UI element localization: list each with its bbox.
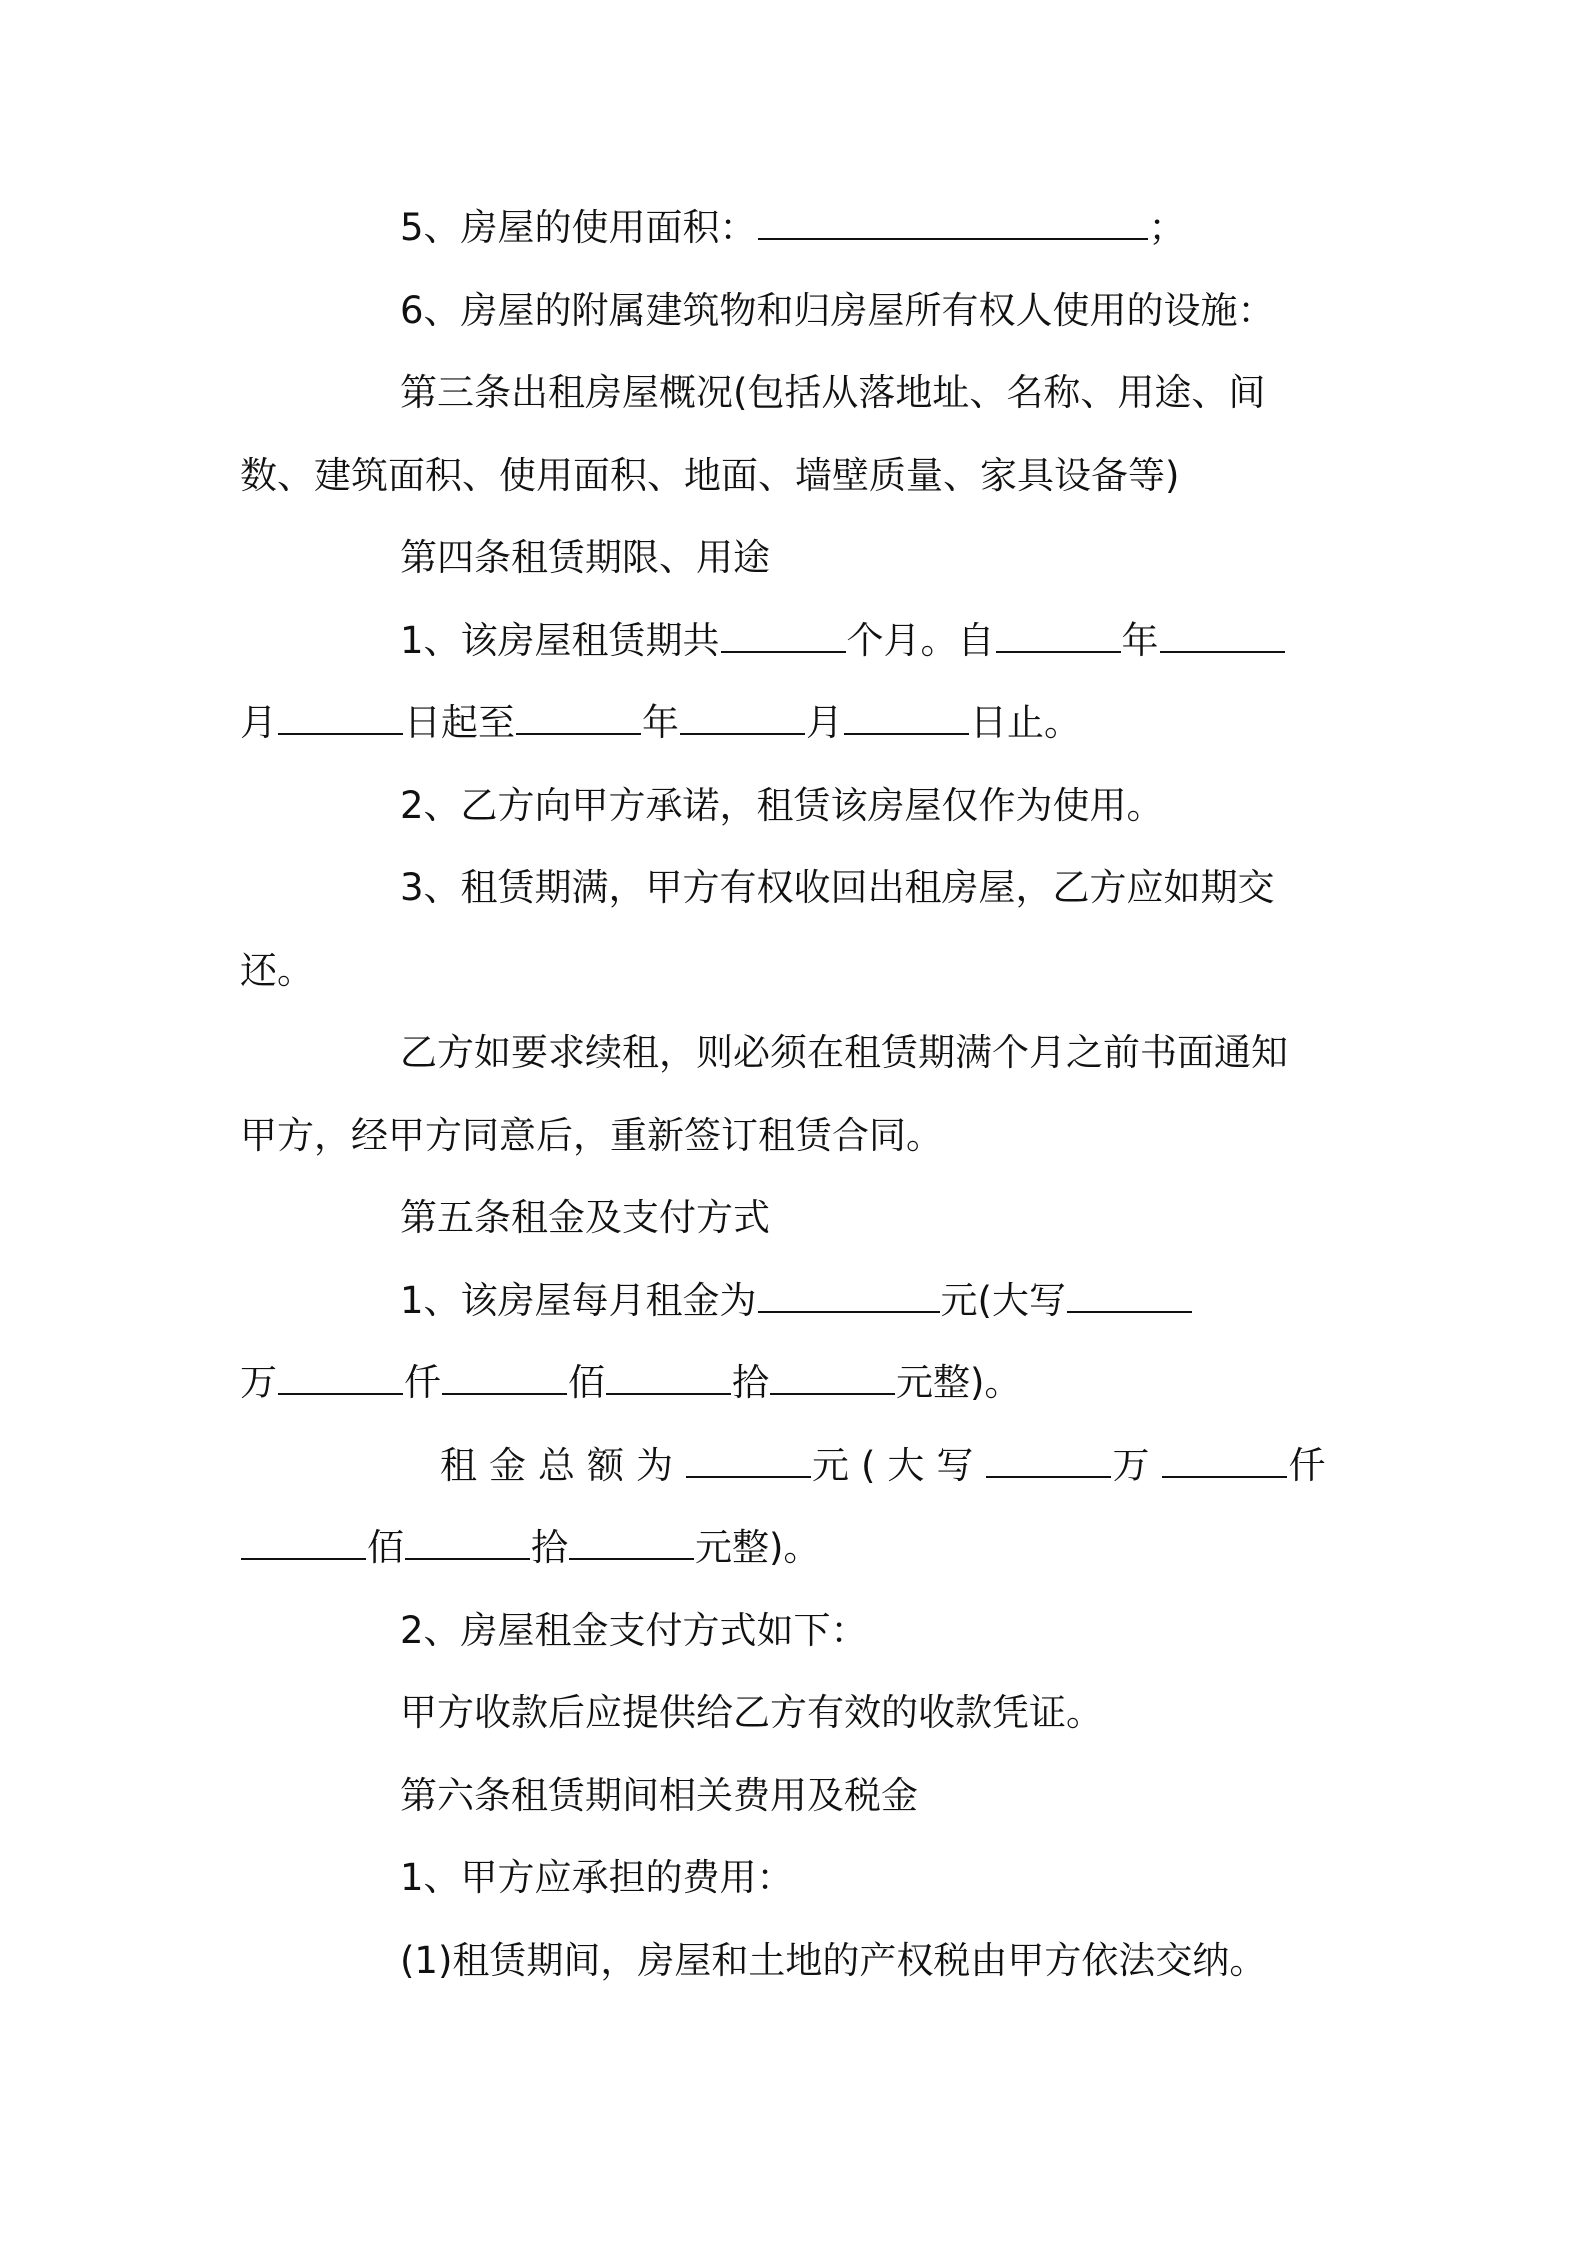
text: 第六条租赁期间相关费用及税金 — [400, 1773, 918, 1817]
blank-underline — [844, 701, 969, 735]
blank-underline — [721, 619, 846, 653]
text: 拾 — [531, 1526, 568, 1569]
text: 1、该房屋每月租金为 — [400, 1278, 757, 1322]
landlord-costs-clause — [240, 1837, 1352, 1920]
blank-underline — [986, 1444, 1111, 1478]
text: 日起至 — [404, 701, 515, 744]
blank-underline — [770, 1361, 895, 1395]
article-3-continued — [240, 435, 1352, 518]
article-3-heading — [240, 352, 1352, 435]
article-6-heading — [240, 1755, 1352, 1838]
total-rent-clause-continued — [240, 1507, 1352, 1590]
text: 1、该房屋租赁期共 — [400, 618, 720, 662]
property-tax-clause — [240, 1920, 1352, 2003]
renewal-clause-continued — [240, 1095, 1352, 1178]
blank-underline — [606, 1361, 731, 1395]
payment-method-clause — [240, 1590, 1352, 1673]
blank-underline — [278, 701, 403, 735]
text: (1)租赁期间，房屋和土地的产权税由甲方依法交纳。 — [400, 1938, 1267, 1982]
text: 第四条租赁期限、用途 — [400, 536, 770, 579]
receipt-clause — [240, 1672, 1352, 1755]
clause-facilities — [240, 270, 1352, 353]
text: 5、房屋的使用面积： — [400, 206, 757, 249]
total-rent-clause — [240, 1425, 1352, 1508]
text: 第五条租金及支付方式 — [400, 1196, 770, 1239]
clause-usable-area — [240, 187, 1352, 270]
expiry-clause — [240, 847, 1352, 930]
lease-term-clause-continued — [240, 682, 1352, 765]
text: 年 — [642, 701, 679, 744]
text: 万 — [240, 1361, 277, 1404]
text: 数、建筑面积、使用面积、地面、墙壁质量、家具设备等) — [240, 453, 1180, 497]
contract-body — [240, 187, 1352, 2002]
text: 6、房屋的附属建筑物和归房屋所有权人使用的设施： — [400, 288, 1275, 332]
blank-underline — [516, 701, 641, 735]
text: 2、房屋租金支付方式如下： — [400, 1608, 868, 1652]
blank-underline — [1067, 1279, 1192, 1313]
blank-underline — [241, 1526, 366, 1560]
blank-underline — [758, 206, 1148, 240]
text: 元(大写 — [812, 1443, 986, 1487]
text: 个月。自 — [846, 618, 995, 662]
blank-underline — [569, 1526, 694, 1560]
text: 月 — [806, 701, 843, 744]
monthly-rent-clause — [240, 1260, 1352, 1343]
text: 还。 — [240, 948, 314, 992]
monthly-rent-clause-continued — [240, 1342, 1352, 1425]
text: 1、甲方应承担的费用： — [400, 1856, 794, 1899]
text: 佰 — [568, 1361, 605, 1404]
text: 拾 — [732, 1361, 769, 1404]
text: 年 — [1121, 618, 1159, 662]
expiry-clause-continued — [240, 930, 1352, 1013]
text: 元整)。 — [695, 1526, 821, 1569]
blank-underline — [758, 1279, 940, 1313]
text: 佰 — [367, 1526, 404, 1569]
text: 日止。 — [970, 701, 1081, 744]
blank-underline — [405, 1526, 530, 1560]
use-commitment-clause — [240, 765, 1352, 848]
text: 租金总额为 — [440, 1443, 685, 1487]
text: 月 — [240, 701, 277, 744]
blank-underline — [1160, 619, 1285, 653]
text: 元整)。 — [896, 1361, 1022, 1404]
article-5-heading — [240, 1177, 1352, 1260]
text: 2、乙方向甲方承诺，租赁该房屋仅作为使用。 — [400, 783, 1164, 827]
blank-underline — [680, 701, 805, 735]
text: 万 — [1112, 1443, 1162, 1487]
article-4-heading — [240, 517, 1352, 600]
blank-underline — [996, 619, 1121, 653]
text: 元(大写 — [940, 1278, 1066, 1322]
text: 甲方收款后应提供给乙方有效的收款凭证。 — [400, 1691, 1103, 1734]
text: 仟 — [1288, 1443, 1338, 1487]
text: 乙方如要求续租，则必须在租赁期满个月之前书面通知 — [400, 1031, 1288, 1074]
text: 仟 — [404, 1361, 441, 1404]
blank-underline — [1162, 1444, 1287, 1478]
blank-underline — [686, 1444, 811, 1478]
blank-underline — [278, 1361, 403, 1395]
text: ； — [1148, 206, 1186, 249]
text: 3、租赁期满，甲方有权收回出租房屋，乙方应如期交 — [400, 866, 1275, 909]
text: 甲方，经甲方同意后，重新签订租赁合同。 — [240, 1113, 943, 1157]
renewal-clause — [240, 1012, 1352, 1095]
lease-term-clause — [240, 600, 1352, 683]
text: 第三条出租房屋概况(包括从落地址、名称、用途、间 — [400, 371, 1266, 414]
blank-underline — [442, 1361, 567, 1395]
